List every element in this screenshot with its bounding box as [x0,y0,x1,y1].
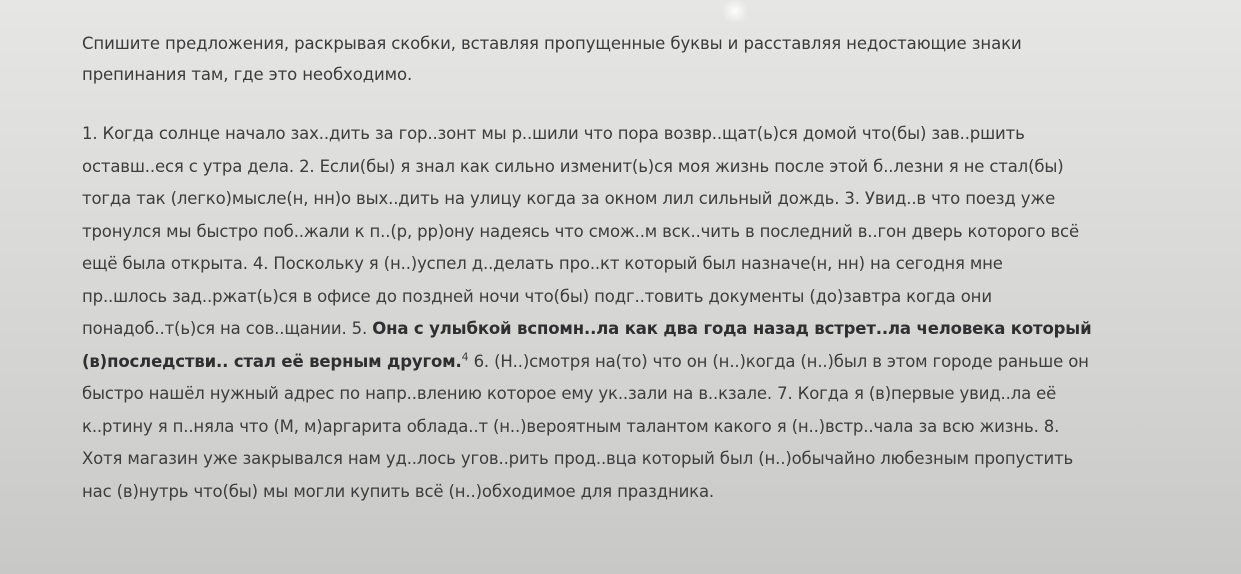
exercise-text [82,118,1092,508]
sentences-6-to-8: 6. (Н..)смотря на(то) что он (н..)когда (н..)был в этом городе раньше он быстро нашёл нужный адрес по напр..влению которое ему ук..зали на в..кзале. 7. Когда я (в)первые увид..ла её к..ртину я п..няла что (М, м)аргарита облада..т (н..)вероятным талантом какого я (н..)встр..чала за всю жизнь. 8. Хотя магазин уже закрывался нам уд..лось угов..рить прод..вца который был (н..)обычайно любезным пропустить нас (в)нутрь что(бы) мы могли купить всё (н..)обходимое для праздника. [82,351,1089,501]
sentence-5-bold: Она с улыбкой вспомн..ла как два года назад встрет..ла человека который (в)последстви.. стал её верным другом. [82,319,1092,371]
footnote-marker: 4 [461,350,469,363]
light-glare [720,0,750,22]
sentences-1-to-5: 1. Когда солнце начало зах..дить за гор..зонт мы р..шили что пора возвр..щат(ь)ся домой что(бы) зав..ршить оставш..еся с утра дела. 2. Если(бы) я знал как сильно изменит(ь)ся моя жизнь после этой б..лезни я не стал(бы) тогда так (легко)мысле(н, нн)о вых..дить на улицу когда за окном лил сильный дождь. 3. Увид..в что поезд уже тронулся мы быстро поб..жали к п..(р, рр)ону надеясь что смож..м вск..чить в последний в..гон дверь которого всё ещё была открыта. 4. Поскольку я (н..)успел д..делать про..кт который был назначе(н, нн) на сегодня мне пр..шлось зад..ржат(ь)ся в офисе до поздней ночи что(бы) подг..товить документы (до)завтра когда они понадоб..т(ь)ся на сов..щании. 5. [82,124,1079,338]
task-instruction: Спишите предложения, раскрывая скобки, вставляя пропущенные буквы и расставляя недостающие знаки препинания там, где это необходимо. [82,34,1022,84]
